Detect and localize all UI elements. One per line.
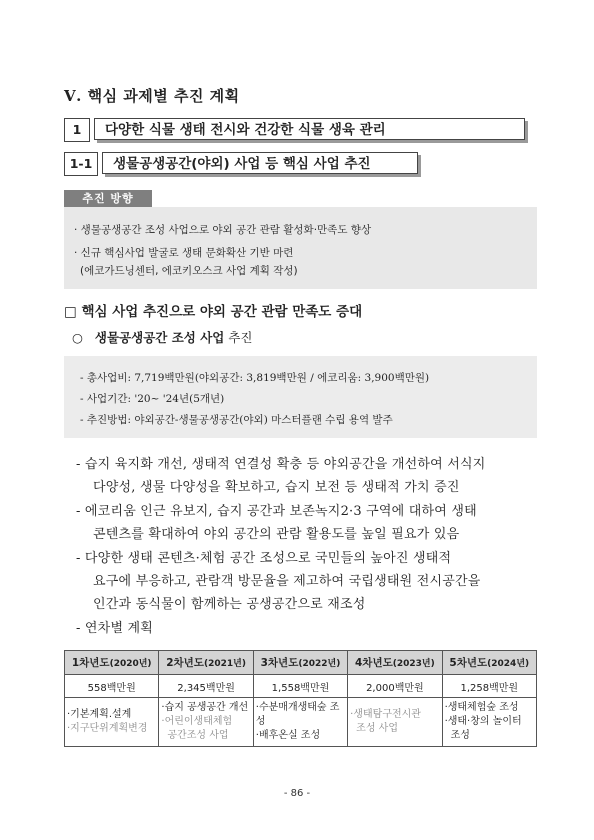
body-line: - 연차별 계획: [76, 621, 154, 636]
page-number: - 86 -: [283, 788, 311, 799]
table-cell: 1,558백만원: [253, 675, 347, 698]
body-line: - 에코리움 인근 유보지, 습지 공간과 보존녹지2·3 구역에 대하여 생태: [76, 504, 477, 519]
body-line: 콘텐츠를 확대하여 야외 공간의 관람 활용도를 높일 필요가 있음: [93, 527, 460, 542]
circle-heading-rest: 추진: [224, 330, 253, 345]
table-cell: [65, 698, 159, 747]
section-title: 다양한 식물 생태 전시와 건강한 식물 생육 관리: [94, 118, 525, 140]
task-line: 조성 사업: [356, 723, 398, 734]
table-header-row: [65, 651, 537, 675]
circle-heading: [72, 328, 253, 346]
body-line: 인간과 동식물이 함께하는 공생공간으로 재조성: [93, 597, 366, 612]
table-cell: [348, 698, 442, 747]
body-line: - 다양한 생태 콘텐츠·체험 공간 조성으로 국민들의 높아진 생태적: [76, 551, 452, 566]
table-cell: 1,258백만원: [442, 675, 536, 698]
table-header-cell: 3차년도(2022년): [253, 651, 347, 675]
task-line: ·생태탐구전시관: [350, 709, 421, 720]
table-header-cell: 4차년도(2023년): [348, 651, 442, 675]
task-line: 조성: [450, 730, 470, 741]
info-line: - 총사업비: 7,719백만원(야외공간: 3,819백만원 / 에코리움: 3,900백만원): [80, 372, 430, 384]
body-line: 요구에 부응하고, 관람객 방문율을 제고하여 국립생태원 전시공간을: [93, 574, 481, 589]
chapter-title: Ⅴ. 핵심 과제별 추진 계획: [64, 87, 240, 105]
table-cell: [159, 698, 253, 747]
task-line: ·배후온실 조성: [255, 730, 321, 741]
task-line: ·수분매개생태숲 조성: [255, 702, 340, 727]
task-line: ·지구단위계획변경: [67, 723, 148, 734]
info-line: - 추진방법: 야외공간-생물공생공간(야외) 마스터플랜 수립 용역 발주: [80, 414, 393, 426]
info-line: - 사업기간: '20~ '24년(5개년): [80, 393, 225, 405]
direction-label: 추진 방향: [64, 190, 152, 207]
table-cell: 558백만원: [65, 675, 159, 698]
task-line: 공간조성 사업: [167, 730, 229, 741]
annual-plan-table: [64, 650, 537, 747]
table-header-cell: 1차년도(2020년): [65, 651, 159, 675]
table-cell: [253, 698, 347, 747]
table-header-cell: 2차년도(2021년): [159, 651, 253, 675]
table-cell: 2,000백만원: [348, 675, 442, 698]
circle-bullet: ○: [72, 330, 83, 345]
task-line: ·생태·창의 놀이터: [444, 716, 522, 727]
circle-heading-bold: 생물공생공간 조성 사업: [94, 330, 225, 345]
table-cost-row: [65, 675, 537, 698]
task-line: ·기본계획.설계: [67, 709, 132, 720]
table-header-cell: 5차년도(2024년): [442, 651, 536, 675]
table-cell: [442, 698, 536, 747]
task-line: ·생태체험숲 조성: [444, 702, 519, 713]
task-line: ·어린이생태체험: [161, 716, 233, 727]
direction-item: · 생물공생공간 조성 사업으로 야외 공간 관람 활성화·만족도 향상: [74, 224, 372, 236]
table-task-row: [65, 698, 537, 747]
task-line: ·습지 공생공간 개선: [161, 702, 249, 713]
body-line: - 습지 육지화 개선, 생태적 연결성 확충 등 야외공간을 개선하여 서식지: [76, 457, 486, 472]
section-number: 1: [64, 118, 90, 142]
body-line: 다양성, 생물 다양성을 확보하고, 습지 보전 등 생태적 가치 증진: [93, 480, 460, 495]
subsection-title: 생물공생공간(야외) 사업 등 핵심 사업 추진: [102, 152, 418, 174]
table-cell: 2,345백만원: [159, 675, 253, 698]
direction-item: (에코가드닝센터, 에코키오스크 사업 계획 작성): [80, 265, 298, 277]
square-heading: □ 핵심 사업 추진으로 야외 공간 관람 만족도 증대: [64, 304, 363, 320]
direction-item: · 신규 핵심사업 발굴로 생태 문화확산 기반 마련: [74, 247, 294, 259]
subsection-number: 1-1: [64, 152, 98, 176]
